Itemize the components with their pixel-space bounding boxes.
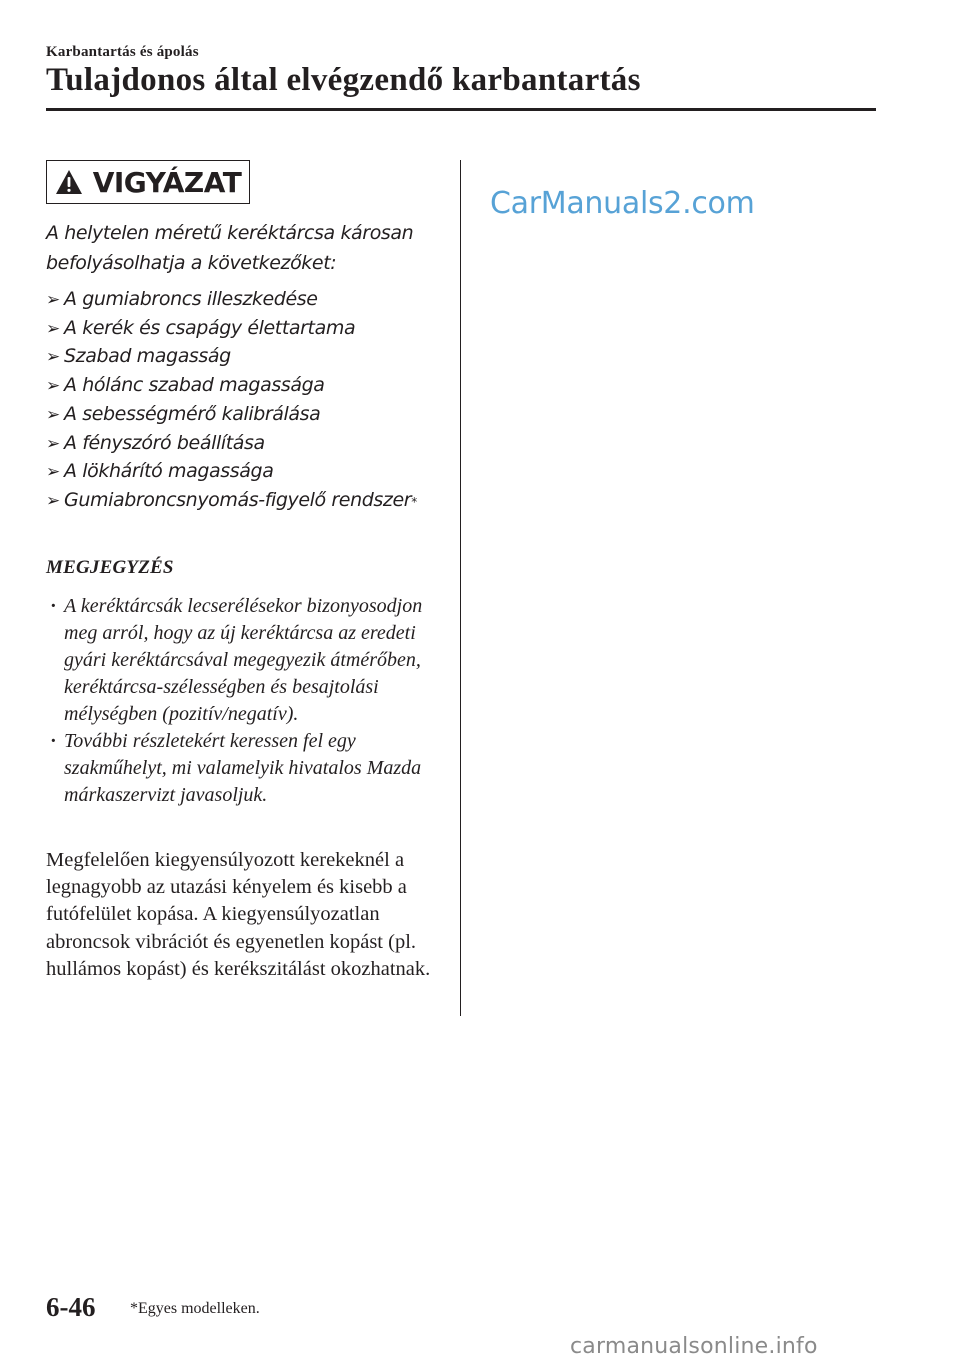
page-title: Tulajdonos által elvégzendő karbantartás — [46, 62, 641, 98]
note-heading: MEGJEGYZÉS — [46, 556, 174, 578]
caution-item: ➢ Gumiabroncsnyomás-figyelő rendszer * — [46, 487, 446, 517]
caution-label: VIGYÁZAT — [92, 165, 242, 199]
title-rule — [46, 108, 876, 111]
arrow-bullet-icon: ➢ — [46, 433, 60, 454]
page-number: 6-46 — [46, 1292, 96, 1322]
caution-intro: A helytelen méretű keréktárcsa károsan befolyásolhatja a következőket: — [46, 222, 414, 274]
caution-item: ➢ A hólánc szabad magassága — [46, 372, 446, 401]
left-column — [46, 160, 446, 983]
footnote: *Egyes modelleken. — [130, 1300, 260, 1317]
arrow-bullet-icon: ➢ — [46, 490, 60, 511]
dot-bullet-icon: · — [50, 729, 57, 752]
footnote-marker: * — [411, 494, 417, 509]
caution-list — [46, 286, 446, 517]
column-divider — [460, 160, 461, 1016]
caution-item: ➢ A fényszóró beállítása — [46, 430, 446, 459]
arrow-bullet-icon: ➢ — [46, 347, 60, 368]
caution-item: ➢ A gumiabroncs illeszkedése — [46, 286, 446, 315]
caution-item: ➢ A lökhárító magassága — [46, 458, 446, 487]
footer-site-watermark: carmanualsonline.info — [570, 1334, 818, 1359]
caution-item: ➢ A kerék és csapágy élettartama — [46, 315, 446, 344]
arrow-bullet-icon: ➢ — [46, 318, 60, 339]
body-paragraph: Megfelelően kiegyensúlyozott kerekeknél a legnagyobb az utazási kényelem és kisebb a futófelület kopása. A kiegyensúlyozatlan abroncsok vibrációt és egyenetlen kopást (pl. hullámos kopást) és kerékszitálást okozhatnak. — [46, 848, 431, 980]
caution-box — [46, 160, 250, 204]
arrow-bullet-icon: ➢ — [46, 376, 60, 397]
note-list — [46, 593, 446, 809]
arrow-bullet-icon: ➢ — [46, 404, 60, 425]
watermark: CarManuals2.com — [490, 186, 755, 221]
arrow-bullet-icon: ➢ — [46, 290, 60, 310]
caution-item: ➢ Szabad magasság — [46, 343, 446, 372]
note-item: · További részletekért keressen fel egy szakműhelyt, mi valamelyik hivatalos Mazda márkaszervizt javasoljuk. — [50, 729, 422, 806]
arrow-bullet-icon: ➢ — [46, 462, 60, 483]
section-label: Karbantartás és ápolás — [46, 44, 199, 60]
note-item: · A keréktárcsák lecserélésekor bizonyosodjon meg arról, hogy az új keréktárcsa az eredeti gyári keréktárcsával megegyezik átmérőben, keréktárcsa-szélességben és besajtolási mélységben (pozitív/negatív). — [50, 594, 423, 725]
caution-item: ➢ A sebességmérő kalibrálása — [46, 401, 446, 430]
warning-triangle-icon — [55, 169, 83, 195]
dot-bullet-icon: · — [50, 594, 57, 617]
